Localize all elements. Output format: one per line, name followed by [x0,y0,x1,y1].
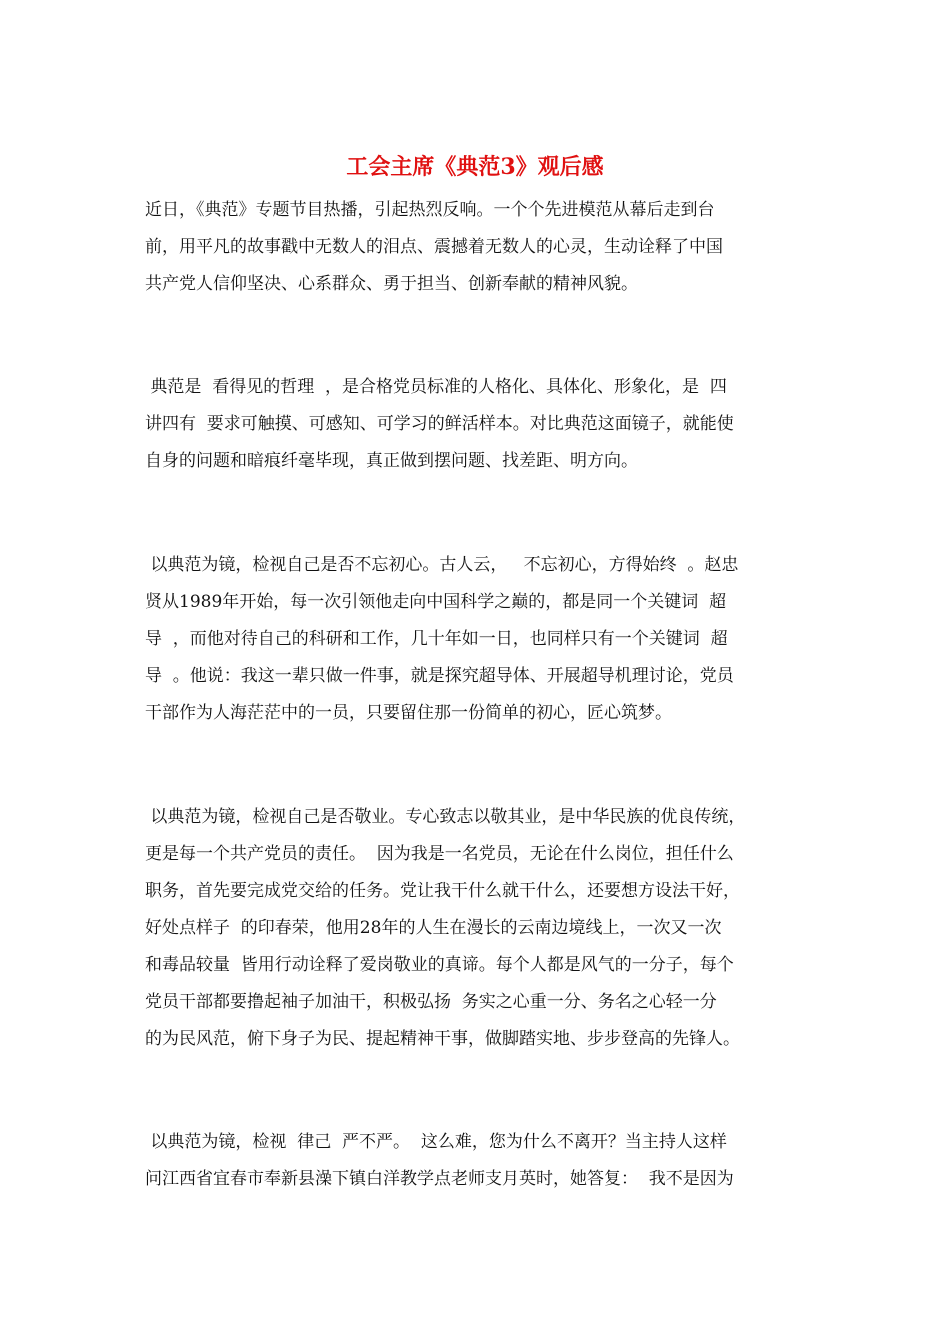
text-line: 贤从1989年开始，每一次引领他走向中国科学之巅的，都是同一个关键词 超 [145,592,727,612]
text-line: 好处点样子 的印春荣，他用28年的人生在漫长的云南边境线上，一次又一次 [145,918,722,938]
paragraph-4 [145,799,810,1058]
text-line: 干部作为人海茫茫中的一员，只要留住那一份简单的初心，匠心筑梦。 [145,703,672,723]
paragraph-5 [145,1124,810,1198]
text-line: 和毒品较量 皆用行动诠释了爱岗敬业的真谛。每个人都是风气的一分子，每个 [145,955,734,975]
text-line: 讲四有 要求可触摸、可感知、可学习的鲜活样本。对比典范这面镜子，就能使 [145,414,734,434]
text-line: 以典范为镜，检视自己是否不忘初心。古人云， 不忘初心，方得始终 。赵忠 [145,555,739,575]
text-line: 典范是 看得见的哲理 ，是合格党员标准的人格化、具体化、形象化，是 四 [145,377,727,397]
text-line: 党员干部都要撸起袖子加油干，积极弘扬 务实之心重一分、务名之心轻一分 [145,992,717,1012]
text-line: 导 ，而他对待自己的科研和工作，几十年如一日，也同样只有一个关键词 超 [145,629,728,649]
text-line: 近日，《典范》专题节目热播，引起热烈反响。一个个先进模范从幕后走到台 [145,200,715,220]
text-line: 以典范为镜，检视自己是否敬业。专心致志以敬其业，是中华民族的优良传统， [145,807,746,827]
text-line: 前，用平凡的故事戳中无数人的泪点、震撼着无数人的心灵，生动诠释了中国 [145,237,723,257]
document-title: 工会主席《典范3》观后感 [346,154,604,180]
text-line: 以典范为镜，检视 律己 严不严。 这么难，您为什么不离开？当主持人这样 [145,1132,727,1152]
paragraph-2 [145,369,810,480]
text-line: 导 。他说：我这一辈只做一件事，就是探究超导体、开展超导机理讨论，党员 [145,666,734,686]
text-line: 更是每一个共产党员的责任。 因为我是一名党员，无论在什么岗位，担任什么 [145,844,734,864]
text-line: 的为民风范，俯下身子为民、提起精神干事，做脚踏实地、步步登高的先锋人。 [145,1029,740,1049]
text-line: 问江西省宜春市奉新县澡下镇白洋教学点老师支月英时，她答复： 我不是因为 [145,1169,734,1189]
paragraph-1 [145,192,810,303]
text-line: 共产党人信仰坚决、心系群众、勇于担当、创新奉献的精神风貌。 [145,274,638,294]
text-line: 自身的问题和暗痕纤毫毕现，真正做到摆问题、找差距、明方向。 [145,451,638,471]
paragraph-3 [145,547,810,732]
text-line: 职务，首先要完成党交给的任务。党让我干什么就干什么，还要想方设法干好， [145,881,740,901]
